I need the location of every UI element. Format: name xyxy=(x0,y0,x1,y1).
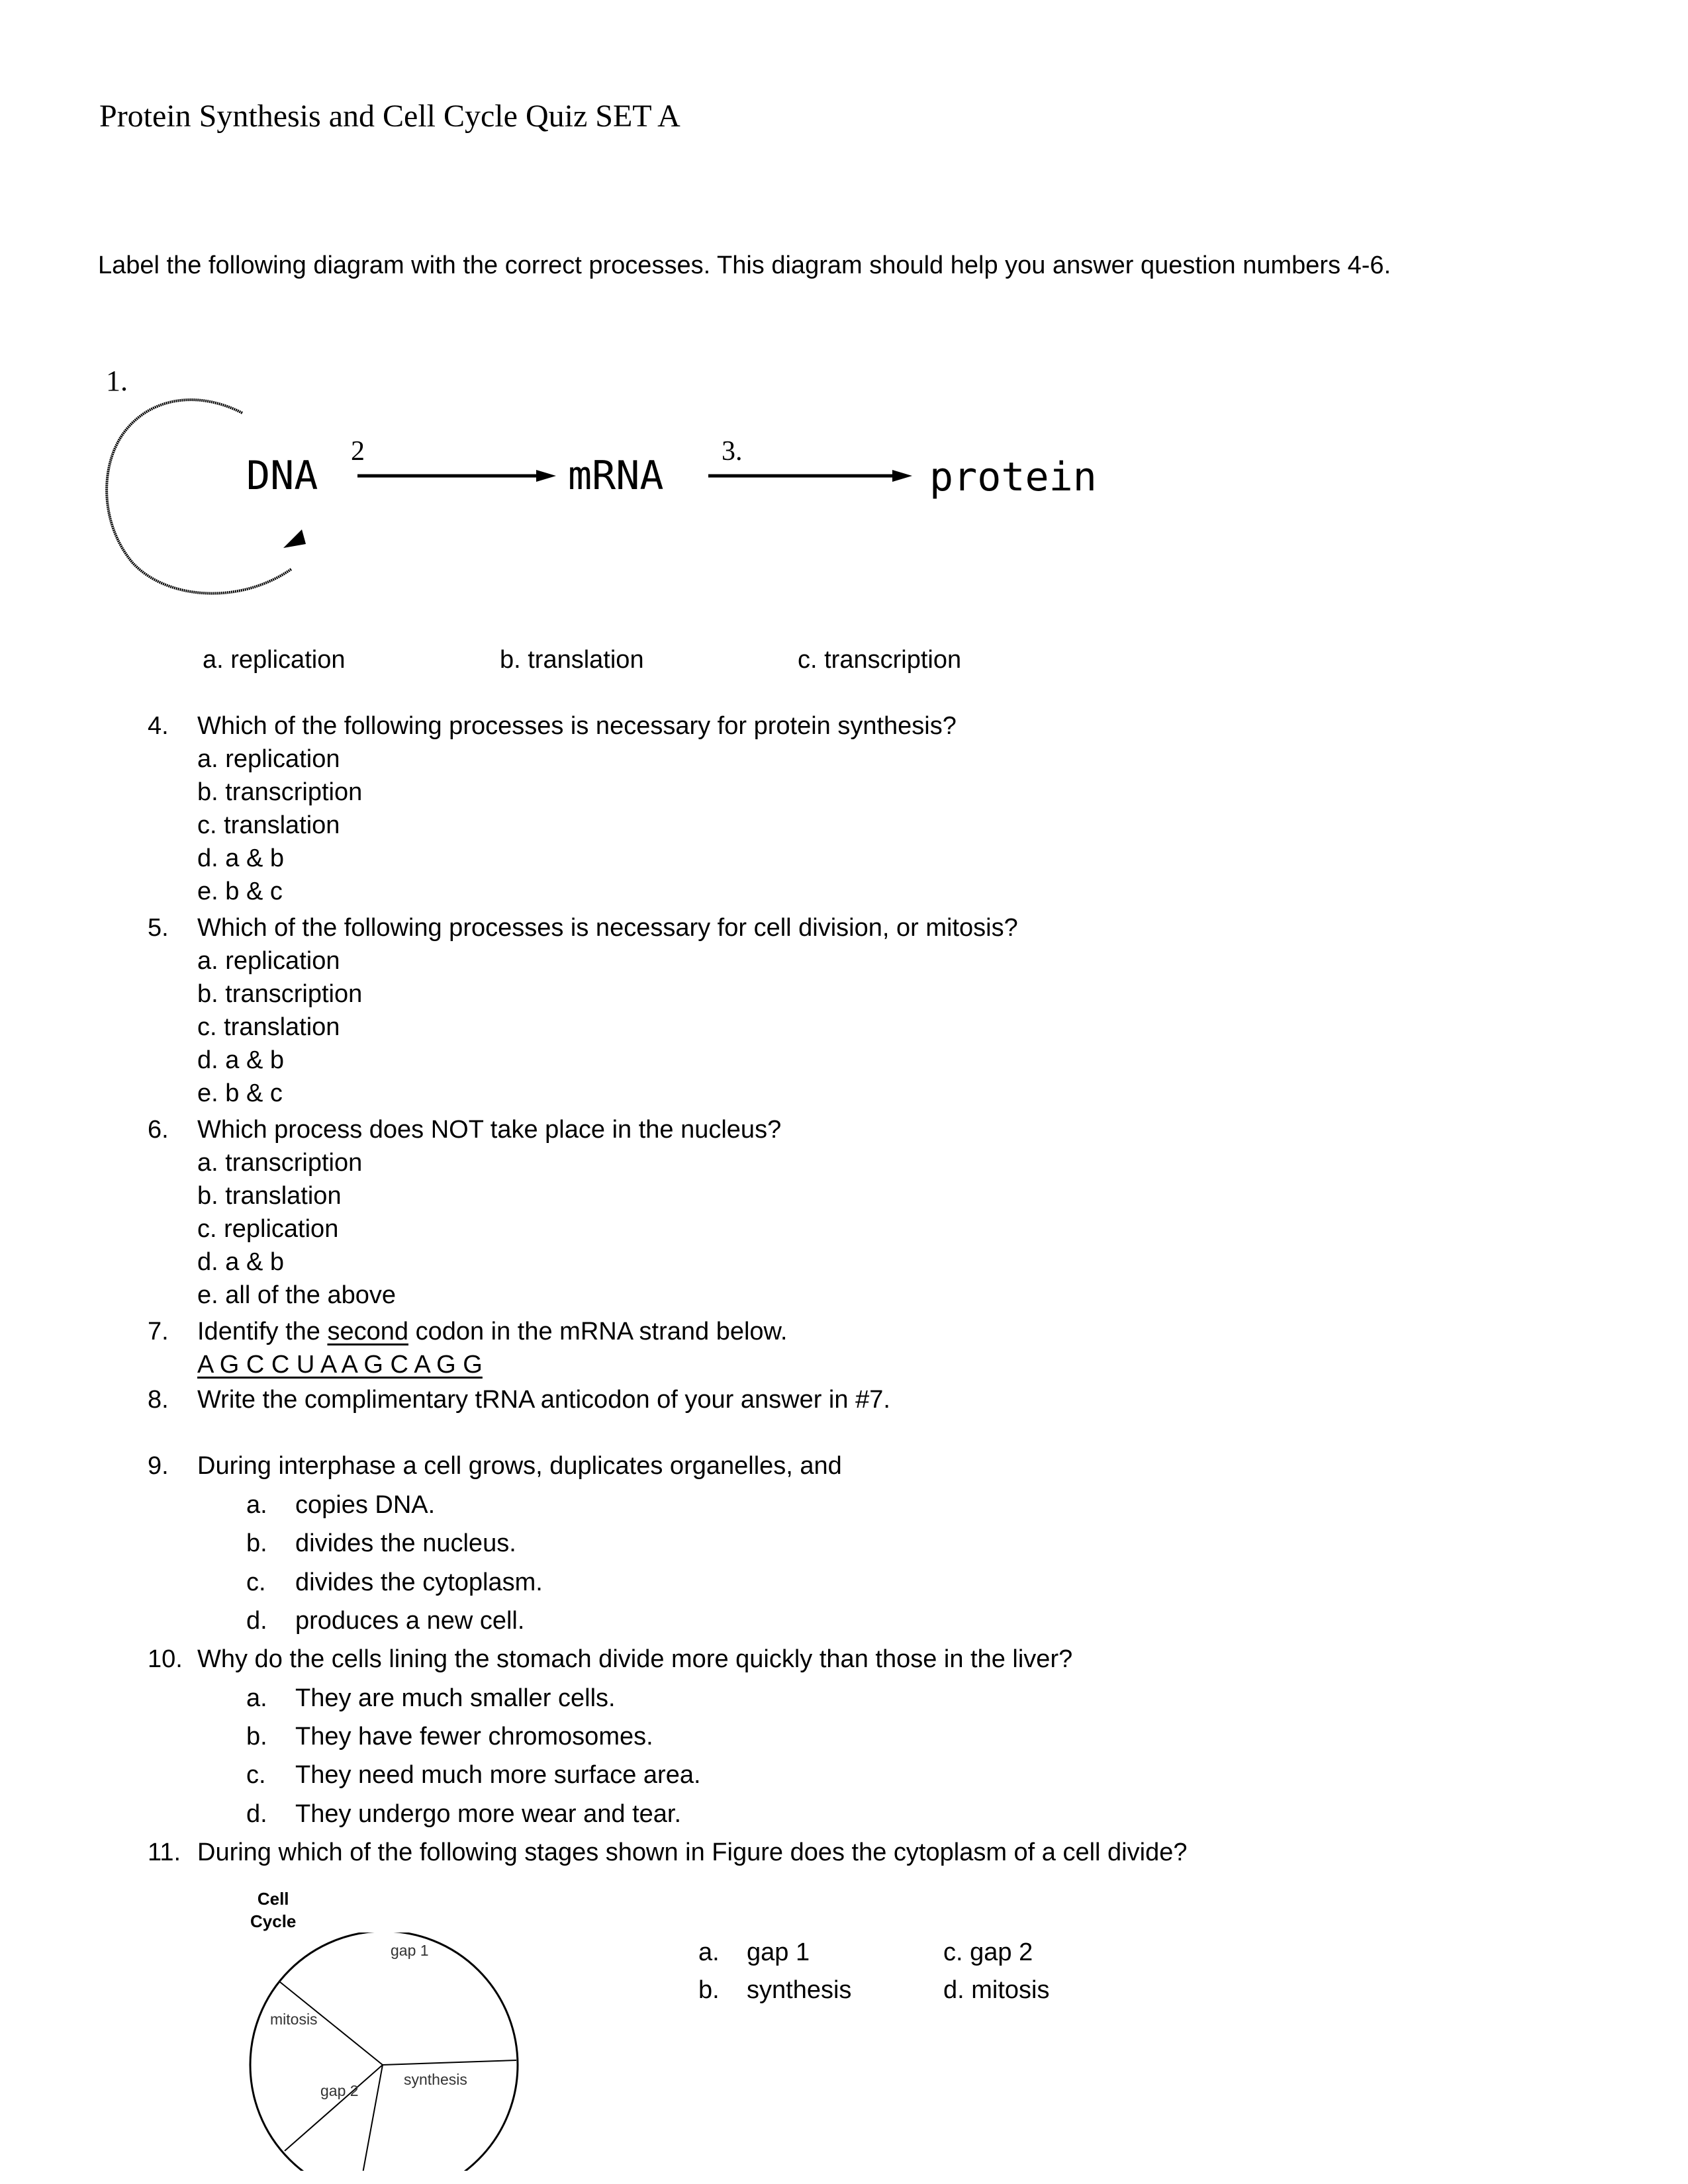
question-9-text: During interphase a cell grows, duplicates organelles, and xyxy=(197,1452,842,1480)
question-10-letter-a: a. xyxy=(246,1684,267,1712)
question-6-option-d: d. a & b xyxy=(197,1248,284,1276)
question-9-letter-a: a. xyxy=(246,1491,267,1519)
dna-label: DNA xyxy=(246,453,318,499)
question-6-option-e: e. all of the above xyxy=(197,1281,396,1309)
cell-cycle-diagram xyxy=(238,1933,530,2171)
question-10-text: Why do the cells lining the stomach divide more quickly than those in the liver? xyxy=(197,1645,1073,1673)
page-title: Protein Synthesis and Cell Cycle Quiz SET A xyxy=(99,99,680,134)
question-8-number: 8. xyxy=(148,1386,169,1414)
question-11-option-c: c. gap 2 xyxy=(943,1938,1033,1966)
segment-label-mitosis: mitosis xyxy=(270,2011,318,2028)
question-5-number: 5. xyxy=(148,914,169,942)
question-11-letter-b: b. xyxy=(698,1976,720,2004)
diagram-choice-b: b. translation xyxy=(500,646,644,674)
diagram-choice-c: c. transcription xyxy=(798,646,962,674)
question-7-text-start: Identify the xyxy=(197,1318,328,1345)
question-4-option-d: d. a & b xyxy=(197,844,284,872)
question-9-letter-d: d. xyxy=(246,1607,267,1635)
question-10-option-d: They undergo more wear and tear. xyxy=(295,1800,682,1828)
mrna-label: mRNA xyxy=(568,453,664,499)
protein-label: protein xyxy=(929,454,1097,500)
cell-cycle-title-line1: Cell xyxy=(257,1889,289,1909)
arrowhead-mrna-to-protein xyxy=(892,470,912,482)
blank-label-3: 3. xyxy=(722,436,743,467)
question-4-number: 4. xyxy=(148,712,169,740)
mrna-strand: A G C C U A A G C A G G xyxy=(197,1351,483,1379)
question-11-letter-a: a. xyxy=(698,1938,720,1966)
question-5-text: Which of the following processes is necessary for cell division, or mitosis? xyxy=(197,914,1018,942)
question-10-letter-d: d. xyxy=(246,1800,267,1828)
question-11-option-d: d. mitosis xyxy=(943,1976,1050,2004)
question-5-option-e: e. b & c xyxy=(197,1079,283,1107)
question-6-option-a: a. transcription xyxy=(197,1149,363,1177)
question-10-option-b: They have fewer chromosomes. xyxy=(295,1723,653,1751)
question-8-text: Write the complimentary tRNA anticodon of your answer in #7. xyxy=(197,1386,890,1414)
question-11-text: During which of the following stages shown in Figure does the cytoplasm of a cell divide? xyxy=(197,1839,1188,1866)
divider-gap1-synthesis xyxy=(383,2060,516,2065)
segment-label-synthesis: synthesis xyxy=(404,2071,467,2088)
question-9-option-d: produces a new cell. xyxy=(295,1607,525,1635)
question-5-option-c: c. translation xyxy=(197,1013,340,1041)
question-6-number: 6. xyxy=(148,1116,169,1144)
diagram-choice-a: a. replication xyxy=(203,646,346,674)
question-9-number: 9. xyxy=(148,1452,169,1480)
question-7-text-end: codon in the mRNA strand below. xyxy=(408,1318,788,1345)
question-9-letter-c: c. xyxy=(246,1569,266,1596)
process-diagram xyxy=(0,0,1688,662)
question-6-option-b: b. translation xyxy=(197,1182,342,1210)
question-10-option-c: They need much more surface area. xyxy=(295,1761,701,1789)
question-5-option-a: a. replication xyxy=(197,947,340,975)
replication-loop-arrowhead xyxy=(283,529,306,548)
question-10-letter-c: c. xyxy=(246,1761,266,1789)
question-7-underlined-word: second xyxy=(327,1318,409,1345)
question-4-text: Which of the following processes is necessary for protein synthesis? xyxy=(197,712,957,740)
question-4-option-a: a. replication xyxy=(197,745,340,773)
divider-mitosis-gap2 xyxy=(285,2065,383,2151)
question-9-letter-b: b. xyxy=(246,1529,267,1557)
arrowhead-dna-to-mrna xyxy=(536,470,556,482)
question-11-option-a: gap 1 xyxy=(747,1938,810,1966)
question-7-number: 7. xyxy=(148,1318,169,1345)
question-5-option-d: d. a & b xyxy=(197,1046,284,1074)
question-11-number: 11. xyxy=(148,1839,181,1866)
blank-label-2: 2 xyxy=(351,436,365,467)
question-5-option-b: b. transcription xyxy=(197,980,363,1008)
cell-cycle-title xyxy=(250,1888,296,1933)
question-7-text xyxy=(197,1318,787,1346)
question-4-option-e: e. b & c xyxy=(197,878,283,905)
question-11-option-b: synthesis xyxy=(747,1976,852,2004)
segment-label-gap2: gap 2 xyxy=(320,2082,359,2099)
question-4-option-b: b. transcription xyxy=(197,778,363,806)
question-9-option-c: divides the cytoplasm. xyxy=(295,1569,543,1596)
question-1-number: 1. xyxy=(106,365,128,397)
question-9-option-a: copies DNA. xyxy=(295,1491,436,1519)
cell-cycle-title-line2: Cycle xyxy=(250,1911,297,1931)
question-10-number: 10. xyxy=(148,1645,183,1673)
cell-cycle-circle xyxy=(250,1933,518,2171)
question-6-text: Which process does NOT take place in the nucleus? xyxy=(197,1116,782,1144)
question-6-option-c: c. replication xyxy=(197,1215,339,1243)
segment-label-gap1: gap 1 xyxy=(391,1942,429,1959)
instructions: Label the following diagram with the correct processes. This diagram should help you answer question numbers 4-6. xyxy=(98,251,1391,279)
question-10-letter-b: b. xyxy=(246,1723,267,1751)
question-9-option-b: divides the nucleus. xyxy=(295,1529,516,1557)
question-4-option-c: c. translation xyxy=(197,811,340,839)
question-10-option-a: They are much smaller cells. xyxy=(295,1684,616,1712)
